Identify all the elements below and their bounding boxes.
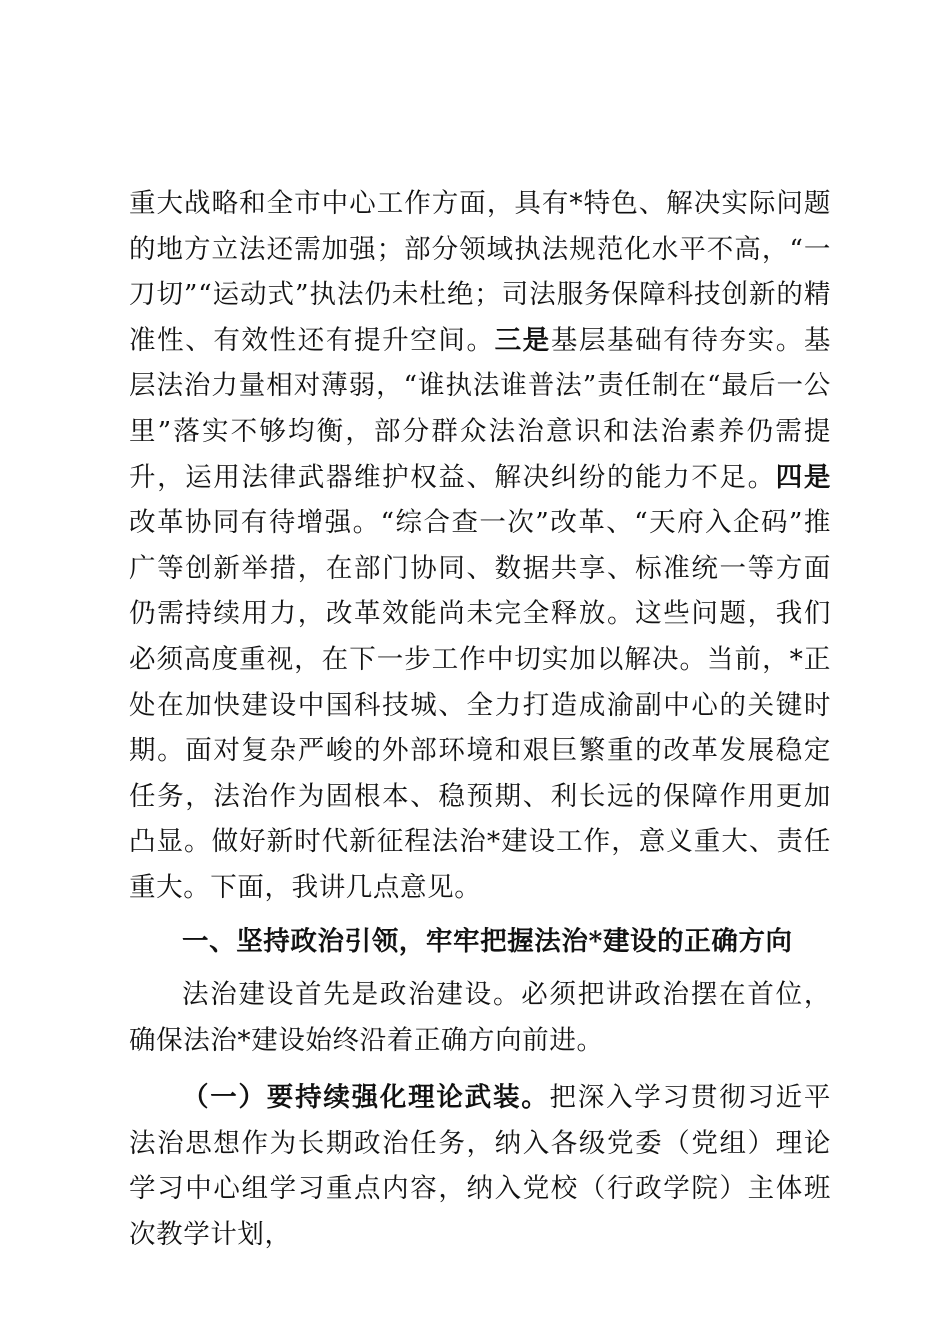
document-body xyxy=(129,181,831,1258)
paragraph-political-leadership xyxy=(129,972,831,1063)
paragraph-text: 基层基础有待夯实。基层法治力量相对薄弱，“谁执法谁普法”责任制在“最后一公里”落实不够均衡，部分群众法治意识和法治素养仍需提升，运用法律武器维护权益、解决纠纷的能力不足。 xyxy=(129,324,831,493)
emphasis-four: 四是 xyxy=(775,461,831,493)
subheading-1: （一）要持续强化理论武装。 xyxy=(182,1082,550,1114)
paragraph-problems-summary xyxy=(129,181,831,911)
section-heading-1 xyxy=(129,919,831,965)
paragraph-text: 改革协同有待增强。“综合查一次”改革、“天府入企码”推广等创新举措，在部门协同、数据共享、标准统一等方面仍需持续用力，改革效能尚未完全释放。这些问题，我们必须高度重视，在下一步工作中切实加以解决。当前，*正处在加快建设中国科技城、全力打造成渝副中心的关键时期。面对复杂严峻的外部环境和艰巨繁重的改革发展稳定任务，法治作为固根本、稳预期、利长远的保障作用更加凸显。做好新时代新征程法治*建设工作，意义重大、责任重大。下面，我讲几点意见。 xyxy=(129,507,831,903)
paragraph-theory-armament xyxy=(129,1075,831,1257)
paragraph-text: 法治建设首先是政治建设。必须把讲政治摆在首位，确保法治*建设始终沿着正确方向前进。 xyxy=(129,979,831,1056)
paragraph-text: 重大战略和全市中心工作方面，具有*特色、解决实际问题的地方立法还需加强；部分领域执法规范化水平不高，“一刀切”“运动式”执法仍未杜绝；司法服务保障科技创新的精准性、有效性还有提升空间。 xyxy=(129,188,831,356)
paragraph-text: 把深入学习贯彻习近平法治思想作为长期政治任务，纳入各级党委（党组）理论学习中心组学习重点内容，纳入党校（行政学院）主体班次教学计划， xyxy=(129,1082,831,1251)
section-heading-text: 一、坚持政治引领，牢牢把握法治*建设的正确方向 xyxy=(182,925,793,957)
emphasis-three: 三是 xyxy=(494,324,551,356)
